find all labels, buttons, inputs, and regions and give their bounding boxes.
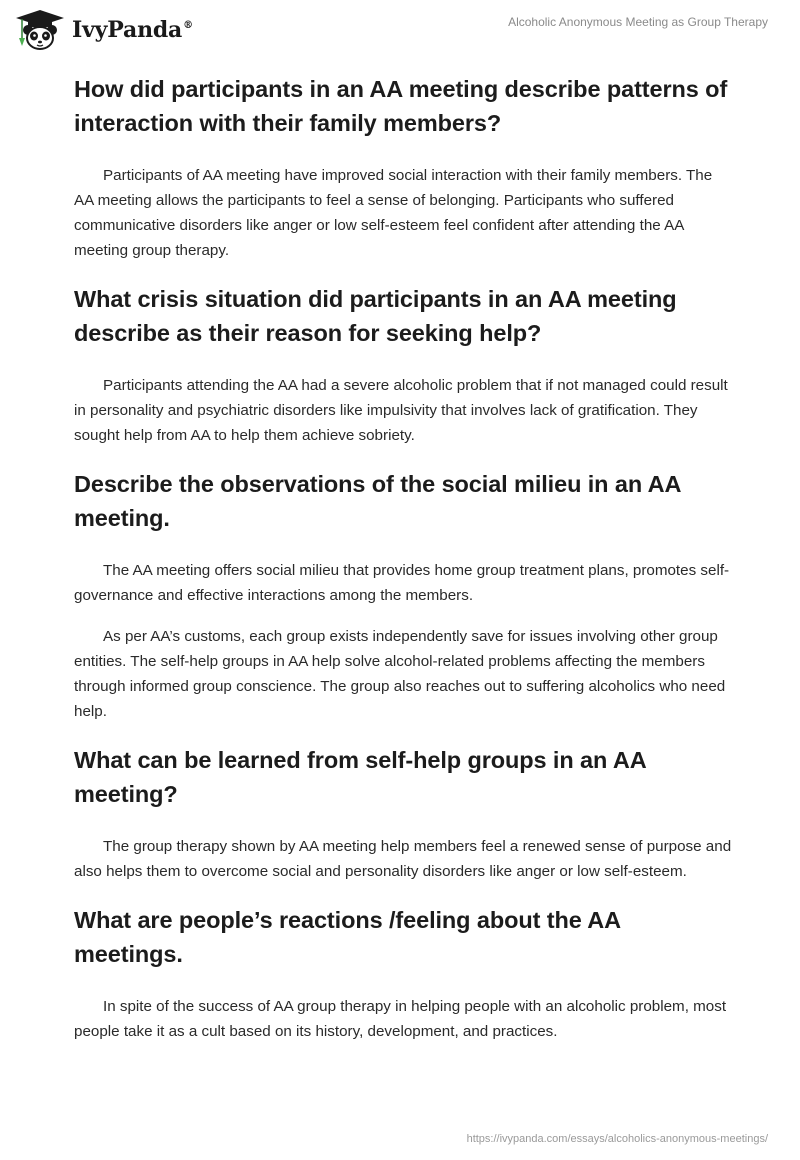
paragraph: In spite of the success of AA group therapy in helping people with an alcoholic problem, most people take it as a cult based on its history, development, and practices.	[74, 998, 727, 1040]
paragraph: The AA meeting offers social milieu that provides home group treatment plans, promotes self-governance and effective interactions among the members.	[74, 562, 730, 604]
section-heading: What crisis situation did participants in an AA meeting describe as their reason for seeking help?	[74, 286, 677, 346]
section-reactions	[74, 903, 734, 1044]
ivypanda-logo[interactable]	[14, 8, 193, 52]
section-heading: What are people’s reactions /feeling about the AA meetings.	[74, 907, 621, 967]
page-header	[0, 0, 800, 70]
paragraph: Participants of AA meeting have improved social interaction with their family members. The AA meeting allows the participants to feel a sense of belonging. Participants who suffered communicative disorders like anger or low self-esteem feel confident after attending the AA meeting group therapy.	[74, 167, 713, 259]
paragraph: The group therapy shown by AA meeting help members feel a renewed sense of purpose and also helps them to overcome social and personality disorders like anger or low self-esteem.	[74, 838, 732, 880]
section-crisis-situation	[74, 282, 734, 448]
document-title: Alcoholic Anonymous Meeting as Group Therapy	[508, 15, 768, 29]
section-social-milieu	[74, 467, 734, 724]
brand-name: IvyPanda®	[72, 17, 193, 43]
essay-content	[74, 72, 734, 1044]
section-heading: What can be learned from self-help groups in an AA meeting?	[74, 747, 646, 807]
section-family-interaction	[74, 72, 734, 263]
section-heading: How did participants in an AA meeting describe patterns of interaction with their family members?	[74, 76, 728, 136]
paragraph: Participants attending the AA had a severe alcoholic problem that if not managed could result in personality and psychiatric disorders like impulsivity that involves lack of gratification. They sought help from AA to help them achieve sobriety.	[74, 377, 728, 444]
section-self-help-groups	[74, 743, 734, 884]
panda-graduate-icon	[14, 8, 66, 52]
paragraph: As per AA’s customs, each group exists independently save for issues involving other group entities. The self-help groups in AA help solve alcohol-related problems affecting the members through informed group conscience. The group also reaches out to suffering alcoholics who need help.	[74, 628, 726, 720]
source-url-link[interactable]: https://ivypanda.com/essays/alcoholics-anonymous-meetings/	[466, 1133, 768, 1145]
section-heading: Describe the observations of the social milieu in an AA meeting.	[74, 471, 681, 531]
